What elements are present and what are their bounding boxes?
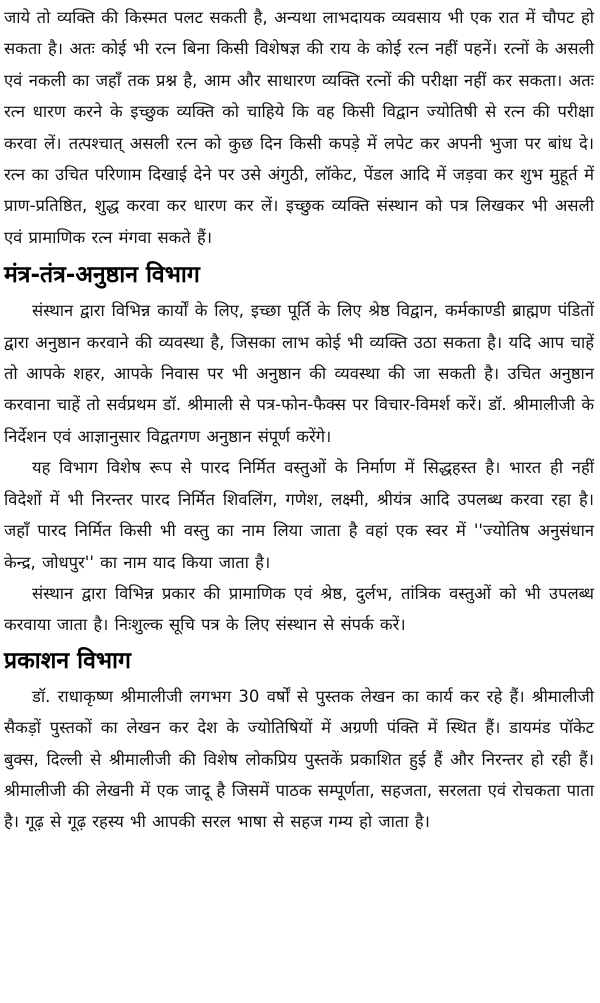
paragraph-tantrik-items: संस्थान द्वारा विभिन्न प्रकार की प्रामाणिक एवं श्रेष्ठ, दुर्लभ, तांत्रिक वस्तुओं को भी उपलब्ध करवाया जाता है। निःशुल्क सूचि पत्र के लिए संस्थान से संपर्क करें।: [4, 583, 594, 635]
paragraph-gem-testing: जाये तो व्यक्ति की किस्मत पलट सकती है, अन्यथा लाभदायक व्यवसाय भी एक रात में चौपट हो सकता है। अतः कोई भी रत्न बिना किसी विशेषज्ञ की राय के कोई रत्न नहीं पहनें। रत्नों के असली एवं नकली का जहाँ तक प्रश्न है, आम और साधारण व्यक्ति रत्नों की परीक्षा नहीं कर सकता। अतः रत्न धारण करने के इच्छुक व्यक्ति को चाहिये कि वह किसी विद्वान ज्योतिषी से रत्न की परीक्षा करवा लें। तत्पश्चात् असली रत्न को कुछ दिन किसी कपड़े में लपेट कर अपनी भुजा पर बांध दे। रत्न का उचित परिणाम दिखाई देने पर उसे अंगुठी, लॉकेट, पेंडल आदि में जड़वा कर शुभ मुहूर्त में प्राण-प्रतिष्ठित, शुद्ध करवा कर धारण कर लें। इच्छुक व्यक्ति संस्थान को पत्र लिखकर भी असली एवं प्रामाणिक रत्न मंगवा सकते हैं।: [4, 8, 594, 247]
paragraph-parad-items: यह विभाग विशेष रूप से पारद निर्मित वस्तुओं के निर्माण में सिद्धहस्त है। भारत ही नहीं विदेशों में भी निरन्तर पारद निर्मित शिवलिंग, गणेश, लक्ष्मी, श्रीयंत्र आदि उपलब्ध करवा रहा है। जहाँ पारद निर्मित किसी भी वस्तु का नाम लिया जाता है वहां एक स्वर में ''ज्योतिष अनुसंधान केन्द्र, जोधपुर'' का नाम याद किया जाता है।: [4, 458, 594, 572]
section-heading-prakashan: प्रकाशन विभाग: [4, 647, 131, 674]
paragraph-publications: डॉ. राधाकृष्ण श्रीमालीजी लगभग 30 वर्षों से पुस्तक लेखन का कार्य कर रहे हैं। श्रीमालीजी सैकड़ों पुस्तकों का लेखन कर देश के ज्योतिषियों में अग्रणी पंक्ति में स्थित हैं। डायमंड पॉकेट बुक्स, दिल्ली से श्रीमालीजी की विशेष लोकप्रिय पुस्तकें प्रकाशित हुई हैं और निरन्तर हो रही हैं। श्रीमालीजी की लेखनी में एक जादू है जिसमें पाठक सम्पूर्णता, सहजता, सरलता एवं रोचकता पाता है। गूढ़ से गूढ़ रहस्य भी आपकी सरल भाषा से सहज गम्य हो जाता है।: [4, 686, 594, 832]
section-heading-mantra-tantra: मंत्र-तंत्र-अनुष्ठान विभाग: [4, 262, 200, 289]
paragraph-anushthan: संस्थान द्वारा विभिन्न कार्यों के लिए, इच्छा पूर्ति के लिए श्रेष्ठ विद्वान, कर्मकाण्डी ब्राह्मण पंडितों द्वारा अनुष्ठान करवाने की व्यवस्था है, जिसका लाभ कोई भी व्यक्ति उठा सकता है। यदि आप चाहें तो आपके शहर, आपके निवास पर भी अनुष्ठान की व्यवस्था की जा सकती है। उचित अनुष्ठान करवाना चाहें तो सर्वप्रथम डॉ. श्रीमाली से पत्र-फोन-फैक्स पर विचार-विमर्श करें। डॉ. श्रीमालीजी के निर्देशन एवं आज्ञानुसार विद्वतगण अनुष्ठान संपूर्ण करेंगे।: [4, 301, 594, 446]
